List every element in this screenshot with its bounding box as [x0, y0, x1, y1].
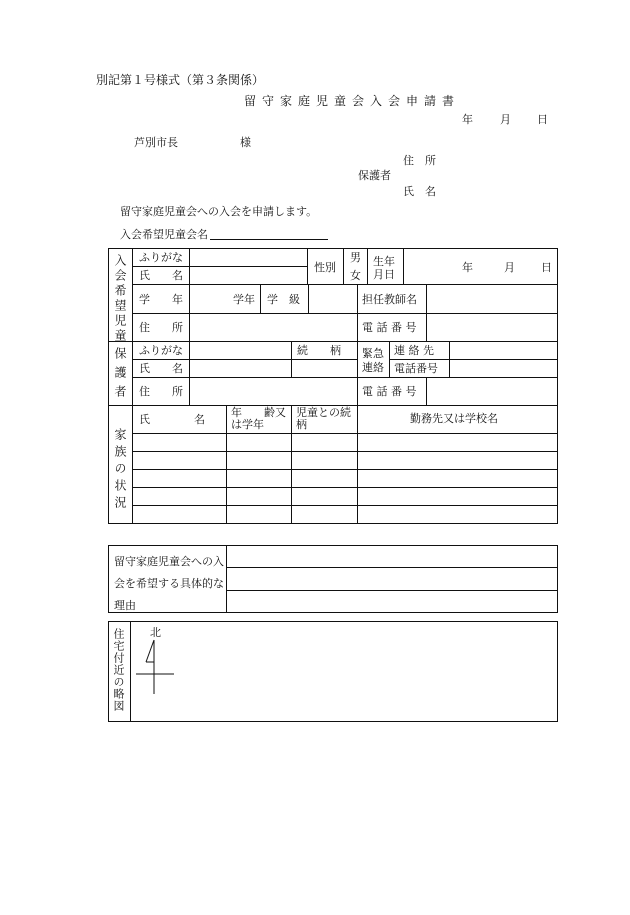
- date-day-label: 日: [537, 113, 548, 126]
- family-col-work: 勤務先又は学校名: [410, 412, 498, 425]
- application-statement: 留守家庭児童会への入会を申請します。: [120, 205, 318, 218]
- child-label-divider: [189, 248, 190, 341]
- family-col-divider-3: [357, 405, 358, 524]
- guardian-contact-phone-label: 電話番号: [394, 362, 438, 375]
- map-divider: [130, 621, 131, 722]
- family-col-divider-1: [226, 405, 227, 524]
- applicant-guardian-label: 保護者: [358, 169, 391, 182]
- form-reference: 別記第１号様式（第３条関係）: [96, 73, 265, 87]
- guardian-contact-left: [389, 341, 390, 377]
- child-gender-left: [307, 248, 308, 284]
- reason-label: 留守家庭児童会への入会を希望する具体的な理由: [114, 555, 224, 612]
- applicant-address-label: 住 所: [403, 154, 436, 167]
- family-col-divider-2: [291, 405, 292, 524]
- child-birth-month: 月: [504, 261, 515, 274]
- date-month-label: 月: [500, 113, 511, 126]
- north-arrow-icon: [136, 638, 176, 696]
- child-male-option[interactable]: 男: [350, 251, 361, 264]
- reason-divider: [226, 545, 227, 613]
- reason-line-1: [226, 567, 558, 568]
- family-row-line-2: [132, 469, 558, 470]
- family-row-line-4: [132, 505, 558, 506]
- child-row1-line: [132, 284, 558, 285]
- child-birth-label: 生年月日: [373, 255, 395, 281]
- child-furigana-line: [132, 266, 307, 267]
- family-section-label: 家族の状況: [113, 428, 127, 513]
- guardian-address-label: 住 所: [139, 385, 183, 398]
- desired-club-label: 入会希望児童会名: [120, 228, 208, 241]
- child-gender-mid: [343, 248, 344, 284]
- guardian-section-label: 保護者: [113, 347, 127, 404]
- guardian-label-divider: [189, 341, 190, 405]
- child-birth-right: [403, 248, 404, 284]
- child-grade-divider: [260, 284, 261, 313]
- family-row-line-1: [132, 451, 558, 452]
- guardian-relation-left: [291, 341, 292, 377]
- applicant-name-label: 氏 名: [403, 185, 436, 198]
- family-header-line: [132, 433, 558, 434]
- guardian-contact-label: 連 絡 先: [394, 344, 434, 357]
- guardian-contact-line: [389, 359, 558, 360]
- guardian-furigana-line: [132, 359, 357, 360]
- desired-club-field[interactable]: [120, 227, 328, 240]
- north-label: 北: [150, 626, 161, 639]
- guardian-contact-right: [449, 341, 450, 377]
- guardian-furigana-label: ふりがな: [139, 344, 183, 357]
- guardian-phone-label: 電 話 番 号: [362, 385, 417, 398]
- child-teacher-right: [426, 284, 427, 341]
- child-birth-year: 年: [462, 261, 473, 274]
- child-teacher-left: [357, 284, 358, 341]
- guardian-emergency-left: [357, 341, 358, 405]
- child-grade-label: 学 年: [139, 293, 183, 306]
- child-furigana-label: ふりがな: [139, 251, 183, 264]
- page-title: 留守家庭児童会入会申請書: [244, 94, 461, 108]
- family-col-age: 年 齢又は学年: [231, 406, 286, 431]
- child-female-option[interactable]: 女: [350, 269, 361, 282]
- guardian-emergency-label: 緊急連絡: [362, 347, 384, 374]
- child-section-label: 入会希望児童: [113, 254, 127, 344]
- child-section-divider: [108, 341, 558, 342]
- label-column-divider: [132, 248, 133, 524]
- guardian-name-label: 氏 名: [139, 362, 183, 375]
- child-class-label: 学 級: [267, 293, 300, 306]
- family-row-line-3: [132, 487, 558, 488]
- child-class-divider: [308, 284, 309, 313]
- child-gender-label: 性別: [314, 261, 336, 274]
- guardian-row-line: [132, 377, 558, 378]
- child-row2-line: [132, 313, 558, 314]
- date-year-label: 年: [462, 113, 473, 126]
- addressee: 芦別市長: [134, 136, 178, 149]
- reason-line-2: [226, 590, 558, 591]
- child-phone-label: 電 話 番 号: [362, 321, 417, 334]
- child-birth-left: [367, 248, 368, 284]
- child-birth-day: 日: [541, 261, 552, 274]
- family-col-relation: 児童との続 柄: [296, 406, 373, 431]
- addressee-honorific: 様: [240, 136, 251, 149]
- desired-club-line: [210, 227, 328, 240]
- child-teacher-label: 担任教師名: [362, 293, 417, 306]
- map-label: 住宅付近の略図: [112, 628, 125, 712]
- guardian-relation-label: 続 柄: [297, 344, 341, 357]
- child-grade-unit: 学年: [233, 293, 255, 306]
- guardian-phone-right: [426, 377, 427, 405]
- child-name-label: 氏 名: [139, 269, 183, 282]
- family-col-name: 氏 名: [139, 413, 205, 426]
- child-address-label: 住 所: [139, 321, 183, 334]
